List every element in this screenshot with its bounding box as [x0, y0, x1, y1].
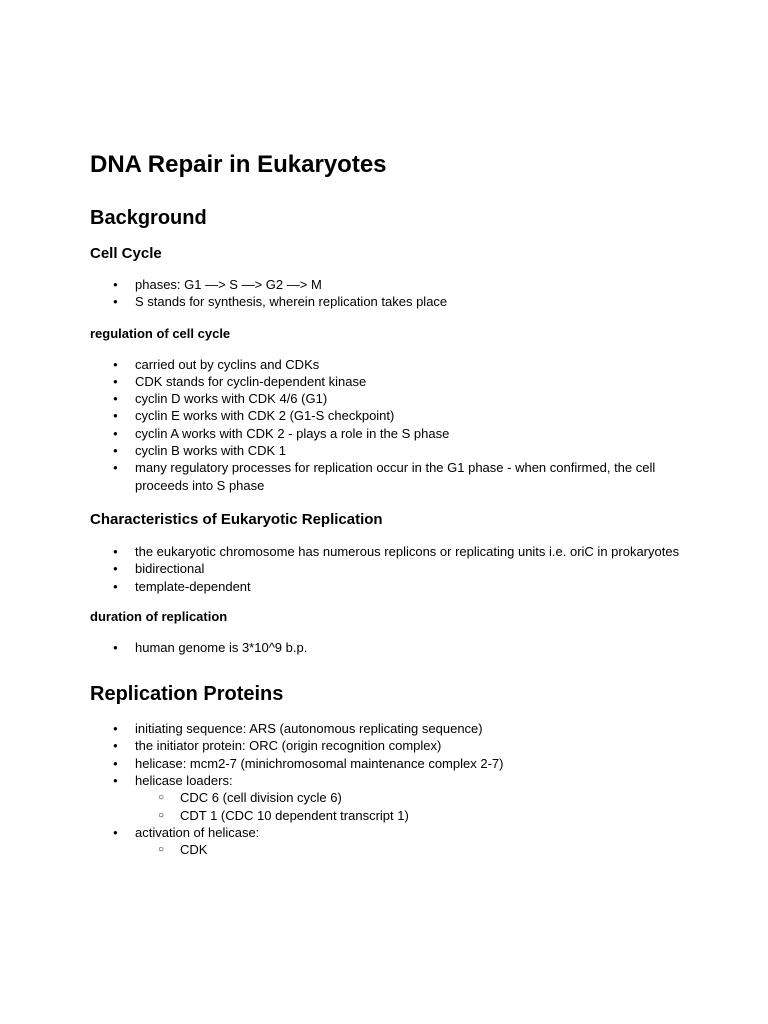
list-item: ● the initiator protein: ORC (origin recognition complex): [90, 737, 690, 754]
list-item: ● human genome is 3*10^9 b.p.: [90, 639, 690, 656]
list-item: ● helicase loaders:: [90, 772, 690, 789]
list-item: ● cyclin E works with CDK 2 (G1-S checkpoint): [90, 407, 690, 424]
list-item: ● the eukaryotic chromosome has numerous replicons or replicating units i.e. oriC in prokaryotes: [90, 543, 690, 560]
heading-duration: duration of replication: [90, 608, 228, 624]
sub-list-item: ○ CDK: [90, 841, 690, 858]
regulation-list: [90, 356, 690, 494]
list-item: ● helicase: mcm2-7 (minichromosomal maintenance complex 2-7): [90, 755, 690, 772]
list-item: ● cyclin B works with CDK 1: [90, 442, 690, 459]
list-item: ● S stands for synthesis, wherein replication takes place: [90, 293, 690, 310]
heading-cell-cycle: Cell Cycle: [90, 245, 162, 262]
heading-background: Background: [90, 207, 207, 229]
list-item: ● cyclin D works with CDK 4/6 (G1): [90, 390, 690, 407]
sub-list-item: ○ CDT 1 (CDC 10 dependent transcript 1): [90, 807, 690, 824]
list-item: ● phases: G1 —> S —> G2 —> M: [90, 276, 690, 293]
list-item: ● activation of helicase:: [90, 824, 690, 841]
list-item: ● bidirectional: [90, 560, 690, 577]
heading-replication-proteins: Replication Proteins: [90, 683, 284, 706]
list-item: ● cyclin A works with CDK 2 - plays a role in the S phase: [90, 425, 690, 442]
characteristics-list: [90, 543, 690, 595]
document-page: [90, 148, 690, 859]
heading-regulation: regulation of cell cycle: [90, 325, 231, 341]
list-item: ● many regulatory processes for replication occur in the G1 phase - when confirmed, the cell proceeds into S phase: [90, 459, 690, 494]
sub-list-item: ○ CDC 6 (cell division cycle 6): [90, 789, 690, 806]
document-title: DNA Repair in Eukaryotes: [90, 151, 387, 178]
list-item: ● template-dependent: [90, 578, 690, 595]
list-item: ● carried out by cyclins and CDKs: [90, 356, 690, 373]
duration-list: [90, 639, 690, 656]
cell-cycle-list: [90, 276, 690, 311]
list-item: ● initiating sequence: ARS (autonomous replicating sequence): [90, 720, 690, 737]
replication-proteins-list: [90, 720, 690, 858]
heading-characteristics: Characteristics of Eukaryotic Replication: [90, 510, 383, 528]
list-item: ● CDK stands for cyclin-dependent kinase: [90, 373, 690, 390]
